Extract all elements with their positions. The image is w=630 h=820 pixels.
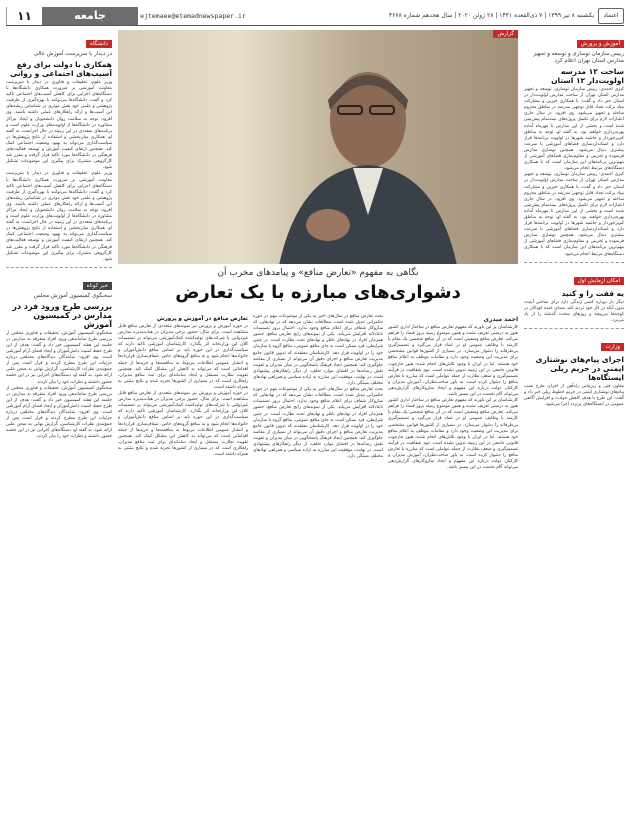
article-kicker: سخنگوی کمیسیون آموزش مجلس	[33, 292, 112, 299]
article-kicker: رییس سازمان نوسازی و توسعه و تجهیز مدارس استان تهران اعلام کرد	[533, 51, 624, 64]
section-tag: امکان ازمایش اول	[574, 277, 624, 285]
byline: احمد میدری	[483, 316, 518, 323]
main-feature	[118, 30, 518, 812]
article-column: در حوزه آموزش و پرورش نیز نمونه‌های متعددی از تعارض منافع قابل مشاهده است. برای مثال، حضور برخی مدیران در هیات‌مدیره مدارس غیردولتی یا شرکت‌های تولیدکننده کمک‌آموزشی می‌تواند بر تصمیمات کلان این وزارتخانه اثر بگذارد. کارشناسان آموزشی تاکید دارند که سیاست‌گذاری در این حوزه باید بر اساس منافع دانش‌آموزان و خانواده‌ها انجام شود و نه منافع گروه‌های خاص. شفاف‌سازی قراردادها و انتشار عمومی اطلاعات مربوط به مناقصه‌ها و خریدها از جمله اقداماتی است که می‌تواند به کاهش این مشکل کمک کند. همچنین تقویت نظارت مستقل و ایجاد سامانه‌ای برای ثبت منافع مدیران، راهکاری است که در بسیاری از کشورها تجربه شده و نتایج مثبتی به همراه داشته است.	[118, 324, 248, 390]
section-tag: آموزش و پرورش	[577, 40, 624, 48]
portrait-figure-icon	[258, 40, 458, 264]
article-body-continued: کبری احمدی: رییس سازمان نوسازی، توسعه و تجهیز مدارس استان تهران از ساخت مدارس اولویت‌دار در استان خبر داد و گفت: با همکاری خیرین و مشارکت بنیاد برکت تعداد قابل توجهی مدرسه در مناطق محروم ساخته و تجهیز می‌شود. وی افزود: در سال جاری اعتبارات لازم برای تکمیل پروژه‌های نیمه‌تمام پیش‌بینی شده است و بخشی از این مدارس تا مهرماه آماده بهره‌برداری خواهند بود. به گفته او، توجه به مناطق کم‌برخوردار و حاشیه شهرها در اولویت برنامه‌ها قرار دارد و استانداردسازی فضاهای آموزشی با سرعت بیشتری دنبال می‌شود. همچنین نوسازی مدارس فرسوده و تخریبی و مقاوم‌سازی فضاهای آموزشی از مهم‌ترین برنامه‌های این سازمان است که با همکاری دستگاه‌های مرتبط انجام می‌شود.	[524, 172, 624, 257]
date-line: یکشنبه ۸ تیر ۱۳۹۹ | ۷ ذی‌القعده ۱۴۴۱ | ۲۸ ژوئن ۲۰۲۰ | سال هجدهم شماره ۴۶۷۸	[388, 12, 594, 19]
article-body-continued: سخنگوی کمیسیون آموزش، تحقیقات و فناوری مجلس از بررسی طرح ساماندهی ورود افراد متفرقه به مدارس در جلسه این هفته کمیسیون خبر داد و گفت: هدف از این طرح حفظ امنیت دانش‌آموزان و ایجاد فضای آرام آموزشی است. وی افزود: نمایندگان دیدگاه‌های مختلفی درباره جزئیات این طرح مطرح کردند و قرار است پس از جمع‌بندی نظرات کارشناسی، گزارش نهایی به صحن علنی ارائه شود. به گفته او، دستگاه‌های اجرایی نیز در این جلسه حضور داشتند و نظرات خود را بیان کردند.	[6, 385, 112, 440]
article-body: معاون فنی و زیربنایی راه‌آهن از اجرای طرح نصب پیام‌های نوشتاری ایمنی در حریم خطوط ریلی خبر داد و گفت: این طرح با هدف کاهش حوادث و افزایش آگاهی عمومی در ایستگاه‌های پرتردد اجرا می‌شود.	[524, 384, 624, 408]
article-column: کارشناسان بر این باورند که مفهوم تعارض منافع در ساختار اداری کشور هنوز به درستی تعریف نشده و همین موضوع زمینه بروز فساد را فراهم می‌کند. تعارض منافع وضعیتی است که در آن منافع شخصی یک مقام یا کارمند با وظایف عمومی او در تضاد قرار می‌گیرد و تصمیم‌گیری بی‌طرفانه را دشوار می‌سازد. در بسیاری از کشورها قوانین مشخصی برای مدیریت این وضعیت وجود دارد و مقامات موظف به اعلام منافع خود هستند. اما در ایران با وجود تلاش‌های انجام شده، هنوز چارچوب قانونی جامعی در این زمینه تدوین نشده است. نبود شفافیت در فرآیند تصمیم‌گیری و ضعف نظارت از جمله عواملی است که مبارزه با تعارض منافع را دشوار کرده است. به باور صاحب‌نظران، آموزش مدیران و کارکنان دولت درباره این مفهوم و ایجاد سازوکارهای گزارش‌دهی می‌تواند گام نخست در این مسیر باشد.	[388, 325, 518, 398]
article-column: بحث تعارض منافع در سال‌های اخیر به یکی از موضوعات مهم در حوزه حکمرانی تبدیل شده است. مطالعات نشان می‌دهد که در نهادهایی که سازوکار شفاف برای اعلام منافع وجود ندارد، احتمال بروز تصمیمات ناعادلانه افزایش می‌یابد. یکی از نمونه‌های رایج تعارض منافع، حضور همزمان افراد در نهادهای ناظر و نهادهای تحت نظارت است. در چنین شرایطی، فرد ممکن است به جای منافع عمومی، منافع گروه یا سازمان خود را در اولویت قرار دهد. کارشناسان معتقدند که تدوین قانون جامع مدیریت تعارض منافع و اجرای دقیق آن می‌تواند از بسیاری از مفاسد جلوگیری کند. همچنین ایجاد فرهنگ پاسخگویی در میان مدیران و تقویت نقش رسانه‌ها در افشای موارد تخلف، از دیگر راهکارهای پیشنهادی است. در نهایت، موفقیت این مبارزه به اراده سیاسی و همراهی نهادهای مختلف بستگی دارد.	[253, 314, 383, 387]
article-headline: اجرای پیام‌های نوشتاری ایمنی در حریم ریلی ایستگاه‌ها	[535, 355, 624, 382]
article-headline: یه قفت را و کنید	[561, 288, 624, 298]
page-header	[6, 6, 624, 26]
page-number: ۱۱	[6, 7, 42, 25]
article-body: دیگر بار دوباره کسی زندگی دارد برای ساختن آینده، بدون آنکه در کار خود تردید کند. صدای خنده کودکان در کوچه‌ها می‌پیچد و روزهای سخت گذشته را از یاد می‌برد.	[524, 299, 624, 323]
right-column	[524, 30, 624, 812]
article-headline: همکاری با دولت برای رفع آسیب‌های اجتماعی و روانی	[10, 60, 112, 78]
article-body: کبری احمدی: رییس سازمان نوسازی، توسعه و تجهیز مدارس استان تهران از ساخت مدارس اولویت‌دار در استان خبر داد و گفت: با همکاری خیرین و مشارکت بنیاد برکت تعداد قابل توجهی مدرسه در مناطق محروم ساخته و تجهیز می‌شود. وی افزود: در سال جاری اعتبارات لازم برای تکمیل پروژه‌های نیمه‌تمام پیش‌بینی شده است و بخشی از این مدارس تا مهرماه آماده بهره‌برداری خواهند بود. به گفته او، توجه به مناطق کم‌برخوردار و حاشیه شهرها در اولویت برنامه‌ها قرار دارد و استانداردسازی فضاهای آموزشی با سرعت بیشتری دنبال می‌شود. همچنین نوسازی مدارس فرسوده و تخریبی و مقاوم‌سازی فضاهای آموزشی از مهم‌ترین برنامه‌های این سازمان است که با همکاری دستگاه‌های مرتبط انجام می‌شود.	[524, 87, 624, 172]
newspaper-logo: اعتماد	[598, 8, 624, 24]
main-kicker: نگاهی به مفهوم «تعارض منافع» و پیامدهای مخرب آن	[217, 268, 419, 278]
section-email[interactable]: ejtemaee@etemadnewspaper.ir	[140, 11, 246, 20]
article-column-continued: در حوزه آموزش و پرورش نیز نمونه‌های متعددی از تعارض منافع قابل مشاهده است. برای مثال، حضور برخی مدیران در هیات‌مدیره مدارس غیردولتی یا شرکت‌های تولیدکننده کمک‌آموزشی می‌تواند بر تصمیمات کلان این وزارتخانه اثر بگذارد. کارشناسان آموزشی تاکید دارند که سیاست‌گذاری در این حوزه باید بر اساس منافع دانش‌آموزان و خانواده‌ها انجام شود و نه منافع گروه‌های خاص. شفاف‌سازی قراردادها و انتشار عمومی اطلاعات مربوط به مناقصه‌ها و خریدها از جمله اقداماتی است که می‌تواند به کاهش این مشکل کمک کند. همچنین تقویت نظارت مستقل و ایجاد سامانه‌ای برای ثبت منافع مدیران، راهکاری است که در بسیاری از کشورها تجربه شده و نتایج مثبتی به همراه داشته است.	[118, 391, 248, 457]
left-column	[6, 30, 112, 812]
main-headline: دشواری‌های مبارزه با یک تعارض	[175, 282, 461, 303]
section-tag: دانشگاه	[86, 40, 112, 48]
article-headline: بررسی طرح ورود فرد در مدارس در کمیسیون آموزش	[12, 301, 112, 329]
article-body: سخنگوی کمیسیون آموزش، تحقیقات و فناوری مجلس از بررسی طرح ساماندهی ورود افراد متفرقه به مدارس در جلسه این هفته کمیسیون خبر داد و گفت: هدف از این طرح حفظ امنیت دانش‌آموزان و ایجاد فضای آرام آموزشی است. وی افزود: نمایندگان دیدگاه‌های مختلفی درباره جزئیات این طرح مطرح کردند و قرار است پس از جمع‌بندی نظرات کارشناسی، گزارش نهایی به صحن علنی ارائه شود. به گفته او، دستگاه‌های اجرایی نیز در این جلسه حضور داشتند و نظرات خود را بیان کردند.	[6, 330, 112, 385]
photo-tag: گزارش	[493, 30, 518, 38]
article-column-continued: بحث تعارض منافع در سال‌های اخیر به یکی از موضوعات مهم در حوزه حکمرانی تبدیل شده است. مطالعات نشان می‌دهد که در نهادهایی که سازوکار شفاف برای اعلام منافع وجود ندارد، احتمال بروز تصمیمات ناعادلانه افزایش می‌یابد. یکی از نمونه‌های رایج تعارض منافع، حضور همزمان افراد در نهادهای ناظر و نهادهای تحت نظارت است. در چنین شرایطی، فرد ممکن است به جای منافع عمومی، منافع گروه یا سازمان خود را در اولویت قرار دهد. کارشناسان معتقدند که تدوین قانون جامع مدیریت تعارض منافع و اجرای دقیق آن می‌تواند از بسیاری از مفاسد جلوگیری کند. همچنین ایجاد فرهنگ پاسخگویی در میان مدیران و تقویت نقش رسانه‌ها در افشای موارد تخلف، از دیگر راهکارهای پیشنهادی است. در نهایت، موفقیت این مبارزه به اراده سیاسی و همراهی نهادهای مختلف بستگی دارد.	[253, 387, 383, 460]
portrait-photo	[118, 30, 518, 264]
section-tag: وزارت	[601, 343, 624, 351]
section-title: جامعه	[42, 7, 138, 25]
article-body-continued: وزیر علوم، تحقیقات و فناوری در دیدار با سرپرست معاونت آموزشی بر ضرورت همکاری دانشگاه‌ها با دستگاه‌های اجرایی برای کاهش آسیب‌های اجتماعی تاکید کرد و گفت: دانشگاه‌ها می‌توانند با بهره‌گیری از ظرفیت پژوهشی و علمی خود نقش موثری در شناسایی ریشه‌های این آسیب‌ها و ارائه راهکارهای عملی داشته باشند. وی افزود: توجه به سلامت روان دانشجویان و ایجاد مراکز مشاوره در دانشگاه‌ها از اولویت‌های وزارت علوم است و برنامه‌های متعددی در این زمینه در حال اجراست. به گفته او، همکاری میان‌بخشی و استفاده از نتایج پژوهش‌ها در سیاست‌گذاری می‌تواند به بهبود وضعیت اجتماعی کمک کند. همچنین ارتقای کیفیت آموزش و توسعه فعالیت‌های فرهنگی در دانشگاه‌ها مورد تاکید قرار گرفت و مقرر شد کارگروهی مشترک برای پیگیری این موضوعات تشکیل شود.	[6, 171, 112, 262]
article-headline: ساخت ۱۲ مدرسه اولویت‌دار ۱۲ استان	[551, 67, 624, 85]
article-column-continued: کارشناسان بر این باورند که مفهوم تعارض منافع در ساختار اداری کشور هنوز به درستی تعریف نشده و همین موضوع زمینه بروز فساد را فراهم می‌کند. تعارض منافع وضعیتی است که در آن منافع شخصی یک مقام یا کارمند با وظایف عمومی او در تضاد قرار می‌گیرد و تصمیم‌گیری بی‌طرفانه را دشوار می‌سازد. در بسیاری از کشورها قوانین مشخصی برای مدیریت این وضعیت وجود دارد و مقامات موظف به اعلام منافع خود هستند. اما در ایران با وجود تلاش‌های انجام شده، هنوز چارچوب قانونی جامعی در این زمینه تدوین نشده است. نبود شفافیت در فرآیند تصمیم‌گیری و ضعف نظارت از جمله عواملی است که مبارزه با تعارض منافع را دشوار کرده است. به باور صاحب‌نظران، آموزش مدیران و کارکنان دولت درباره این مفهوم و ایجاد سازوکارهای گزارش‌دهی می‌تواند گام نخست در این مسیر باشد.	[388, 398, 518, 471]
article-subhead: تعارض منافع در آموزش و پرورش	[156, 316, 248, 322]
article-kicker: در دیدار با سرپرست آموزش عالی	[33, 51, 112, 57]
article-body: وزیر علوم، تحقیقات و فناوری در دیدار با سرپرست معاونت آموزشی بر ضرورت همکاری دانشگاه‌ها با دستگاه‌های اجرایی برای کاهش آسیب‌های اجتماعی تاکید کرد و گفت: دانشگاه‌ها می‌توانند با بهره‌گیری از ظرفیت پژوهشی و علمی خود نقش موثری در شناسایی ریشه‌های این آسیب‌ها و ارائه راهکارهای عملی داشته باشند. وی افزود: توجه به سلامت روان دانشجویان و ایجاد مراکز مشاوره در دانشگاه‌ها از اولویت‌های وزارت علوم است و برنامه‌های متعددی در این زمینه در حال اجراست. به گفته او، همکاری میان‌بخشی و استفاده از نتایج پژوهش‌ها در سیاست‌گذاری می‌تواند به بهبود وضعیت اجتماعی کمک کند. همچنین ارتقای کیفیت آموزش و توسعه فعالیت‌های فرهنگی در دانشگاه‌ها مورد تاکید قرار گرفت و مقرر شد کارگروهی مشترک برای پیگیری این موضوعات تشکیل شود.	[6, 80, 112, 171]
main-article-body	[118, 314, 518, 812]
section-tag: خبر کوتاه	[83, 282, 112, 290]
